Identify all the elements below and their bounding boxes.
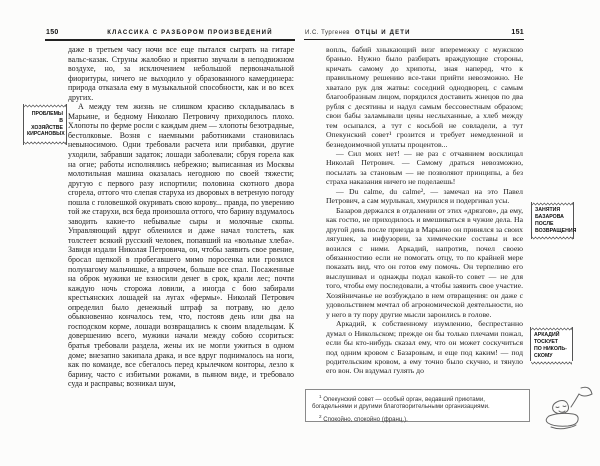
paragraph: даже в третьем часу ночи все еще пытался сыграть на гитаре вальс-казак. Струны жалобно и приятно звучали в неподвижном воздухе, но, за исключением небольшой первоначальной фиоритуры, ничего не выходило у образованного камердинера: природа отказала ему в музыкальной способности, как и во всех других. <box>68 45 294 102</box>
torn-edge-icon <box>531 361 572 365</box>
margin-note-line: ЗАНЯТИЯ <box>535 207 561 213</box>
mascot-ink-doodle <box>537 383 595 431</box>
margin-note-line: В ХОЗЯЙСТВЕ <box>31 117 63 131</box>
paragraph: — Сил моих нет! — не раз с отчаянием восклицал Николай Петрович. — Самому драться невозможно, посылать за становым — не позволяют принципы, а без страха наказания ничего не поделаешь! <box>326 148 523 187</box>
margin-note-bazarov-activities <box>531 202 577 239</box>
margin-note-line: ТОСКУЕТ <box>534 338 558 345</box>
torn-edge-icon <box>532 236 573 240</box>
margin-note-line: СКОМУ <box>534 352 553 359</box>
margin-note-line: ПО НИКОЛЬ- <box>534 345 567 352</box>
running-head <box>305 30 411 36</box>
running-head-title: ОТЦЫ И ДЕТИ <box>354 29 411 36</box>
header-rule <box>304 39 524 40</box>
running-head-author: И.С. Тургенев <box>305 29 350 36</box>
margin-note-line: ВОЗВРАЩЕНИЯ <box>535 227 577 234</box>
margin-note-line: БАЗАРОВА <box>535 213 564 220</box>
body-text-right <box>326 45 523 376</box>
margin-note-text <box>531 331 572 361</box>
margin-note-kirsanov-problems <box>23 104 67 145</box>
footnote: $^1$ Опекунский совет — особый орган, ведавший приютами, богадельнями и другими благотворительными организациями. <box>312 394 490 411</box>
body-text-left <box>68 45 294 389</box>
margin-note-arkady-longing <box>530 327 573 361</box>
footnote-marker: 1 <box>319 394 322 399</box>
paragraph: вопль, бабий хныкающий визг вперемежку с мужскою бранью. Нужно было разбирать враждующие стороны, кричать самому до хрипоты, зная наперед, что к правильному решению все-таки прийти невозможно. Не хватало рук для жатвы: соседний однодворец, с самым благообразным лицом, порядился доставить жнецов по два рубля с десятины и надул самым бессовестным образом; свои бабы заламывали цены неслыханные, а хлеб между тем осыпался, а тут с косьбой не совладели, а тут Опекунский совет¹ грозится и требует немедленной и безнедоимочной уплаты процентов... <box>326 45 523 149</box>
paragraph: Аркадий, к собственному изумлению, беспрестанно думал о Никольском; прежде он бы только плечами пожал, если бы кто-нибудь сказал ему, что он может соскучиться под одним кровом с Базаровым, и еще под каким! — под родительским кровом, а ему точно было скучно, и тянуло его вон. Он вздумал гулять до <box>326 319 523 376</box>
margin-note-line: АРКАДИЙ <box>534 332 560 338</box>
margin-note-text <box>24 108 66 141</box>
header-rule <box>45 39 295 41</box>
footnotes-box <box>305 389 530 422</box>
margin-note-line: ПРОБЛЕМЫ <box>31 110 63 117</box>
paragraph: — Du calme, du calme², — замечал на это Павел Петрович, а сам мурлыкал, хмурился и подергивал усы. <box>326 186 523 206</box>
footnote: $^2$ Спокойно, спокойно (франц.). <box>319 414 408 424</box>
margin-note-text <box>532 206 577 236</box>
page-number: 151 <box>511 29 524 36</box>
paragraph: Базаров держался в отдалении от этих «дрязгов», да ему, как гостю, не приходилось и вмешиваться в чужие дела. На другой день после приезда в Марьино он принялся за своих лягушек, за инфузории, за химические составы и все возился с ними. Аркадий, напротив, почел своею обязанностию если не помогать отцу, то по крайней мере показать вид, что он готов ему помочь. Он терпеливо его выслушивал и однажды подал какой-то совет — не для того, чтобы ему последовали, а чтобы заявить свое участие. Хозяйничанье не возбуждало в нем отвращения: он даже с удовольствием мечтал об агрономической деятельности, но у него в ту пору другие мысли зароились в голове. <box>326 205 523 319</box>
footnote-marker: 2 <box>319 414 322 420</box>
margin-note-line: ПОСЛЕ <box>535 220 554 227</box>
running-head: КЛАССИКА С РАЗБОРОМ ПРОИЗВЕДЕНИЙ <box>107 29 273 36</box>
paragraph: А между тем жизнь не слишком красиво складывалась в Марьине, и бедному Николаю Петровичу приходилось плохо. Хлопоты по ферме росли с каждым днем — хлопоты безотрадные, бестолковые. Возня с наемными работниками становилась невыносимою. Одни требовали расчета или прибавки, другие уходили, забравши задаток; лошади заболевали; сбруя горела как на огне; работы исполнялись небрежно; выписанная из Москвы молотильная машина оказалась негодною по своей тяжести; другую с первого разу испортили; половина скотного двора сгорела, оттого что слепая старуха из дворовых в ветреную погоду пошла с головешкой окуривать свою корову... правда, по уверению той же старухи, вся беда произошла оттого, что барину вздумалось заводить какие-то небывалые сыры и молочные скопы. Управляющий вдруг обленился и даже начал толстеть, как толстеет всякий русский человек, попавший на «вольные хлеба». Завидя издали Николая Петровича, он, чтобы заявить свое рвение, бросал щепкой в пробегавшего мимо поросенка или грозился полунагому мальчишке, а впрочем, больше все спал. Посаженные на оброк мужики не взносили денег в срок, крали лес; почти каждую ночь сторожа ловили, а иногда с бою забирали крестьянских лошадей на лугах «фермы». Николай Петрович определил было денежный штраф за потраву, но дело обыкновенно кончалось тем, что, постояв день или два на господском корме, лошади возвращались к своим владельцам. К довершению всего, мужики начали между собою ссориться: братья требовали раздела, жены их не могли ужиться в одном доме; внезапно закипала драка, и все вдруг поднималось на ноги, как по команде, все сбегалось перед крылечком конторы, лезло к барину, часто с избитыми рожами, в пьяном виде, и требовало суда и расправы; возникал шум, <box>68 102 294 389</box>
margin-note-line: КИРСАНОВЫХ <box>27 131 65 138</box>
page-number: 150 <box>46 29 59 36</box>
torn-edge-icon <box>24 141 66 145</box>
